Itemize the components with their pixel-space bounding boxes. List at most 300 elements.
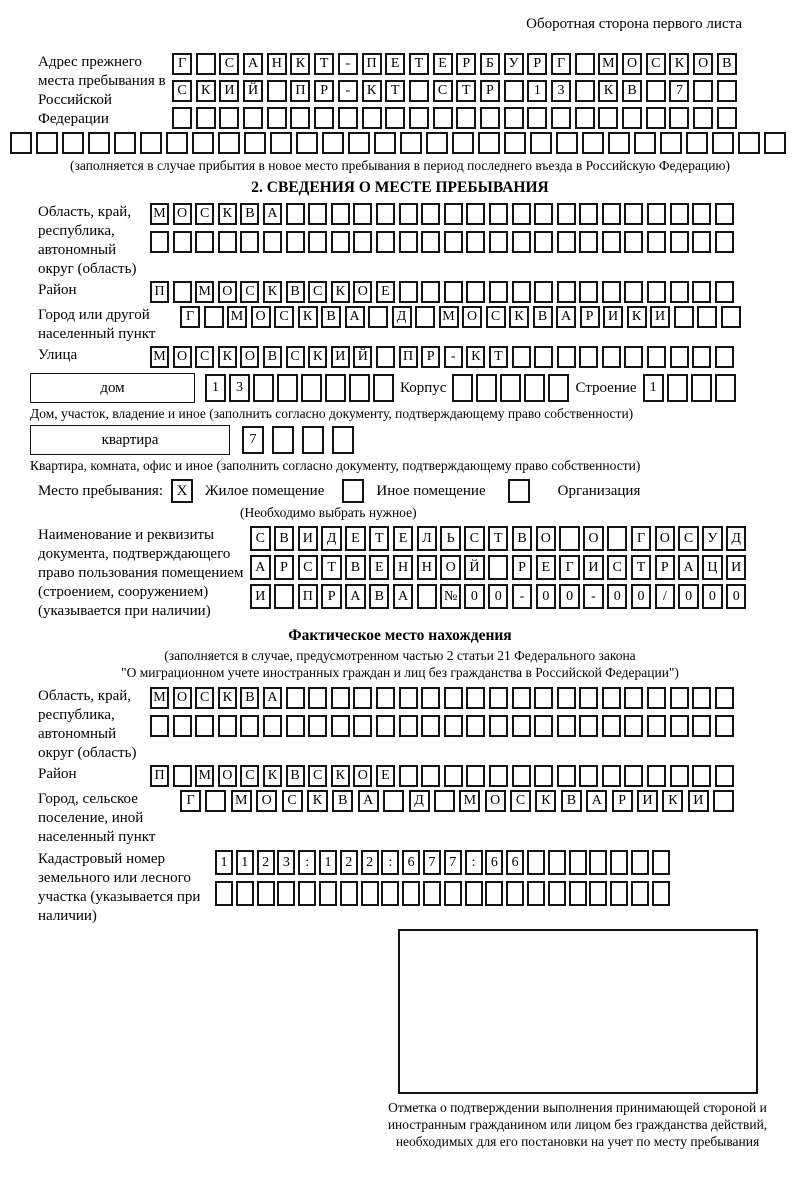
char-cell[interactable]: В: [533, 306, 553, 328]
char-cell[interactable]: С: [172, 80, 192, 102]
char-cell[interactable]: [376, 203, 395, 225]
char-cell[interactable]: [376, 346, 395, 368]
char-cell[interactable]: 2: [361, 850, 379, 875]
char-cell[interactable]: [647, 231, 666, 253]
char-cell[interactable]: К: [662, 790, 683, 812]
char-cell[interactable]: И: [688, 790, 709, 812]
char-cell[interactable]: [444, 281, 463, 303]
char-cell[interactable]: [296, 132, 318, 154]
char-cell[interactable]: [376, 715, 395, 737]
char-cell[interactable]: [263, 715, 282, 737]
char-cell[interactable]: С: [433, 80, 453, 102]
char-cell[interactable]: М: [150, 687, 169, 709]
char-cell[interactable]: С: [274, 306, 294, 328]
char-cell[interactable]: Р: [527, 53, 547, 75]
char-cell[interactable]: 7: [669, 80, 689, 102]
char-cell[interactable]: [670, 346, 689, 368]
char-cell[interactable]: [624, 203, 643, 225]
char-cell[interactable]: А: [243, 53, 263, 75]
char-cell[interactable]: [652, 881, 670, 906]
char-cell[interactable]: [196, 53, 216, 75]
char-cell[interactable]: [670, 687, 689, 709]
char-cell[interactable]: [692, 687, 711, 709]
char-cell[interactable]: [409, 107, 429, 129]
char-cell[interactable]: №: [440, 584, 461, 609]
char-cell[interactable]: С: [308, 281, 327, 303]
char-cell[interactable]: 2: [340, 850, 358, 875]
char-cell[interactable]: В: [622, 80, 642, 102]
char-cell[interactable]: Т: [489, 346, 508, 368]
char-cell[interactable]: [444, 715, 463, 737]
char-cell[interactable]: [332, 426, 354, 454]
char-cell[interactable]: [579, 281, 598, 303]
char-cell[interactable]: [173, 281, 192, 303]
char-cell[interactable]: [286, 687, 305, 709]
char-cell[interactable]: [717, 80, 737, 102]
char-cell[interactable]: [548, 374, 569, 402]
char-cell[interactable]: [338, 107, 358, 129]
char-cell[interactable]: [444, 765, 463, 787]
char-cell[interactable]: О: [353, 281, 372, 303]
char-cell[interactable]: М: [231, 790, 252, 812]
char-cell[interactable]: [192, 132, 214, 154]
char-cell[interactable]: О: [462, 306, 482, 328]
char-cell[interactable]: М: [227, 306, 247, 328]
char-cell[interactable]: [195, 715, 214, 737]
char-cell[interactable]: К: [331, 765, 350, 787]
char-cell[interactable]: Т: [385, 80, 405, 102]
char-cell[interactable]: [36, 132, 58, 154]
char-cell[interactable]: [349, 374, 370, 402]
char-cell[interactable]: [489, 231, 508, 253]
char-cell[interactable]: [353, 203, 372, 225]
char-cell[interactable]: Б: [480, 53, 500, 75]
char-cell[interactable]: [166, 132, 188, 154]
char-cell[interactable]: [551, 107, 571, 129]
char-cell[interactable]: К: [598, 80, 618, 102]
char-cell[interactable]: [607, 526, 628, 551]
char-cell[interactable]: [286, 715, 305, 737]
char-cell[interactable]: [646, 80, 666, 102]
checkbox-other-premises[interactable]: [342, 479, 364, 503]
char-cell[interactable]: А: [393, 584, 414, 609]
char-cell[interactable]: Е: [536, 555, 557, 580]
char-cell[interactable]: [218, 231, 237, 253]
char-cell[interactable]: [444, 231, 463, 253]
char-cell[interactable]: [548, 850, 566, 875]
char-cell[interactable]: О: [440, 555, 461, 580]
char-cell[interactable]: [738, 132, 760, 154]
char-cell[interactable]: [647, 203, 666, 225]
char-cell[interactable]: [534, 687, 553, 709]
char-cell[interactable]: Д: [726, 526, 747, 551]
char-cell[interactable]: [764, 132, 786, 154]
char-cell[interactable]: -: [338, 53, 358, 75]
char-cell[interactable]: [579, 346, 598, 368]
char-cell[interactable]: С: [464, 526, 485, 551]
char-cell[interactable]: [10, 132, 32, 154]
char-cell[interactable]: Й: [464, 555, 485, 580]
char-cell[interactable]: С: [240, 765, 259, 787]
char-cell[interactable]: [670, 715, 689, 737]
char-cell[interactable]: [589, 881, 607, 906]
char-cell[interactable]: М: [459, 790, 480, 812]
char-cell[interactable]: [512, 281, 531, 303]
char-cell[interactable]: :: [465, 850, 483, 875]
char-cell[interactable]: [589, 850, 607, 875]
char-cell[interactable]: [373, 374, 394, 402]
char-cell[interactable]: [489, 765, 508, 787]
char-cell[interactable]: [548, 881, 566, 906]
char-cell[interactable]: [534, 231, 553, 253]
char-cell[interactable]: [712, 132, 734, 154]
char-cell[interactable]: [466, 203, 485, 225]
char-cell[interactable]: [557, 281, 576, 303]
char-cell[interactable]: В: [240, 687, 259, 709]
char-cell[interactable]: [466, 687, 485, 709]
char-cell[interactable]: Г: [180, 790, 201, 812]
char-cell[interactable]: [267, 80, 287, 102]
char-cell[interactable]: [598, 107, 618, 129]
char-cell[interactable]: [686, 132, 708, 154]
char-cell[interactable]: [634, 132, 656, 154]
char-cell[interactable]: [348, 132, 370, 154]
char-cell[interactable]: [274, 584, 295, 609]
char-cell[interactable]: [660, 132, 682, 154]
char-cell[interactable]: О: [173, 687, 192, 709]
char-cell[interactable]: [512, 203, 531, 225]
char-cell[interactable]: [557, 203, 576, 225]
char-cell[interactable]: [308, 715, 327, 737]
char-cell[interactable]: А: [250, 555, 271, 580]
char-cell[interactable]: [624, 765, 643, 787]
char-cell[interactable]: 6: [485, 850, 503, 875]
char-cell[interactable]: [575, 80, 595, 102]
char-cell[interactable]: А: [263, 203, 282, 225]
char-cell[interactable]: [534, 346, 553, 368]
char-cell[interactable]: [353, 231, 372, 253]
char-cell[interactable]: [646, 107, 666, 129]
char-cell[interactable]: [647, 715, 666, 737]
char-cell[interactable]: [557, 765, 576, 787]
char-cell[interactable]: Й: [243, 80, 263, 102]
char-cell[interactable]: [721, 306, 741, 328]
char-cell[interactable]: [402, 881, 420, 906]
char-cell[interactable]: Е: [369, 555, 390, 580]
char-cell[interactable]: [204, 306, 224, 328]
char-cell[interactable]: В: [512, 526, 533, 551]
char-cell[interactable]: [308, 687, 327, 709]
char-cell[interactable]: [512, 765, 531, 787]
char-cell[interactable]: [624, 346, 643, 368]
char-cell[interactable]: 7: [423, 850, 441, 875]
char-cell[interactable]: [195, 231, 214, 253]
char-cell[interactable]: 0: [726, 584, 747, 609]
char-cell[interactable]: Г: [172, 53, 192, 75]
char-cell[interactable]: В: [240, 203, 259, 225]
char-cell[interactable]: [399, 765, 418, 787]
char-cell[interactable]: [506, 881, 524, 906]
char-cell[interactable]: К: [627, 306, 647, 328]
char-cell[interactable]: И: [637, 790, 658, 812]
char-cell[interactable]: Г: [559, 555, 580, 580]
char-cell[interactable]: К: [362, 80, 382, 102]
char-cell[interactable]: П: [399, 346, 418, 368]
char-cell[interactable]: [602, 765, 621, 787]
char-cell[interactable]: [527, 850, 545, 875]
char-cell[interactable]: [399, 687, 418, 709]
char-cell[interactable]: [421, 203, 440, 225]
char-cell[interactable]: [444, 687, 463, 709]
char-cell[interactable]: [466, 715, 485, 737]
char-cell[interactable]: [196, 107, 216, 129]
char-cell[interactable]: [399, 715, 418, 737]
char-cell[interactable]: [670, 765, 689, 787]
char-cell[interactable]: С: [219, 53, 239, 75]
char-cell[interactable]: [602, 231, 621, 253]
char-cell[interactable]: [444, 881, 462, 906]
char-cell[interactable]: [579, 231, 598, 253]
char-cell[interactable]: [376, 687, 395, 709]
char-cell[interactable]: [602, 715, 621, 737]
char-cell[interactable]: [314, 107, 334, 129]
char-cell[interactable]: -: [512, 584, 533, 609]
char-cell[interactable]: [534, 203, 553, 225]
char-cell[interactable]: -: [444, 346, 463, 368]
char-cell[interactable]: 0: [536, 584, 557, 609]
char-cell[interactable]: [286, 231, 305, 253]
char-cell[interactable]: [512, 687, 531, 709]
char-cell[interactable]: Н: [393, 555, 414, 580]
char-cell[interactable]: Д: [392, 306, 412, 328]
char-cell[interactable]: В: [286, 765, 305, 787]
char-cell[interactable]: 3: [551, 80, 571, 102]
char-cell[interactable]: [569, 881, 587, 906]
char-cell[interactable]: Р: [314, 80, 334, 102]
char-cell[interactable]: А: [263, 687, 282, 709]
char-cell[interactable]: И: [583, 555, 604, 580]
char-cell[interactable]: [218, 132, 240, 154]
char-cell[interactable]: М: [195, 281, 214, 303]
char-cell[interactable]: [622, 107, 642, 129]
char-cell[interactable]: И: [331, 346, 350, 368]
char-cell[interactable]: Д: [409, 790, 430, 812]
char-cell[interactable]: [692, 346, 711, 368]
char-cell[interactable]: [385, 107, 405, 129]
char-cell[interactable]: К: [298, 306, 318, 328]
char-cell[interactable]: [602, 203, 621, 225]
char-cell[interactable]: [692, 765, 711, 787]
char-cell[interactable]: [692, 231, 711, 253]
char-cell[interactable]: [512, 231, 531, 253]
char-cell[interactable]: [433, 107, 453, 129]
char-cell[interactable]: 0: [559, 584, 580, 609]
char-cell[interactable]: [374, 132, 396, 154]
char-cell[interactable]: [277, 881, 295, 906]
char-cell[interactable]: [512, 346, 531, 368]
char-cell[interactable]: С: [510, 790, 531, 812]
char-cell[interactable]: Р: [580, 306, 600, 328]
char-cell[interactable]: :: [381, 850, 399, 875]
char-cell[interactable]: [557, 346, 576, 368]
char-cell[interactable]: [466, 231, 485, 253]
char-cell[interactable]: [353, 687, 372, 709]
char-cell[interactable]: Р: [612, 790, 633, 812]
char-cell[interactable]: [368, 306, 388, 328]
char-cell[interactable]: [331, 203, 350, 225]
char-cell[interactable]: [504, 80, 524, 102]
char-cell[interactable]: [415, 306, 435, 328]
char-cell[interactable]: А: [345, 306, 365, 328]
char-cell[interactable]: [240, 231, 259, 253]
char-cell[interactable]: А: [556, 306, 576, 328]
char-cell[interactable]: О: [693, 53, 713, 75]
char-cell[interactable]: [582, 132, 604, 154]
char-cell[interactable]: [480, 107, 500, 129]
char-cell[interactable]: [647, 281, 666, 303]
char-cell[interactable]: [173, 231, 192, 253]
char-cell[interactable]: О: [240, 346, 259, 368]
char-cell[interactable]: К: [509, 306, 529, 328]
char-cell[interactable]: К: [290, 53, 310, 75]
char-cell[interactable]: [325, 374, 346, 402]
char-cell[interactable]: [421, 687, 440, 709]
char-cell[interactable]: С: [240, 281, 259, 303]
char-cell[interactable]: 0: [702, 584, 723, 609]
char-cell[interactable]: И: [603, 306, 623, 328]
char-cell[interactable]: [409, 80, 429, 102]
char-cell[interactable]: [579, 765, 598, 787]
char-cell[interactable]: [631, 881, 649, 906]
char-cell[interactable]: 6: [506, 850, 524, 875]
char-cell[interactable]: [331, 715, 350, 737]
char-cell[interactable]: А: [586, 790, 607, 812]
char-cell[interactable]: Е: [385, 53, 405, 75]
char-cell[interactable]: [277, 374, 298, 402]
char-cell[interactable]: О: [218, 765, 237, 787]
char-cell[interactable]: В: [274, 526, 295, 551]
char-cell[interactable]: [340, 881, 358, 906]
char-cell[interactable]: Р: [480, 80, 500, 102]
char-cell[interactable]: С: [195, 203, 214, 225]
char-cell[interactable]: [456, 107, 476, 129]
char-cell[interactable]: [476, 374, 497, 402]
char-cell[interactable]: 0: [607, 584, 628, 609]
char-cell[interactable]: К: [218, 346, 237, 368]
char-cell[interactable]: [691, 374, 712, 402]
char-cell[interactable]: [466, 765, 485, 787]
char-cell[interactable]: К: [307, 790, 328, 812]
char-cell[interactable]: [697, 306, 717, 328]
char-cell[interactable]: -: [583, 584, 604, 609]
char-cell[interactable]: М: [598, 53, 618, 75]
char-cell[interactable]: А: [358, 790, 379, 812]
char-cell[interactable]: О: [655, 526, 676, 551]
char-cell[interactable]: [579, 715, 598, 737]
char-cell[interactable]: [381, 881, 399, 906]
char-cell[interactable]: 1: [215, 850, 233, 875]
char-cell[interactable]: [399, 203, 418, 225]
char-cell[interactable]: [489, 203, 508, 225]
char-cell[interactable]: [713, 790, 734, 812]
char-cell[interactable]: :: [298, 850, 316, 875]
char-cell[interactable]: [452, 132, 474, 154]
char-cell[interactable]: [361, 881, 379, 906]
char-cell[interactable]: 0: [678, 584, 699, 609]
char-cell[interactable]: [693, 80, 713, 102]
char-cell[interactable]: 7: [242, 426, 264, 454]
char-cell[interactable]: [399, 231, 418, 253]
char-cell[interactable]: [205, 790, 226, 812]
char-cell[interactable]: [426, 132, 448, 154]
char-cell[interactable]: [504, 132, 526, 154]
char-cell[interactable]: [610, 850, 628, 875]
char-cell[interactable]: [717, 107, 737, 129]
char-cell[interactable]: [319, 881, 337, 906]
char-cell[interactable]: [421, 231, 440, 253]
char-cell[interactable]: [423, 881, 441, 906]
char-cell[interactable]: [172, 107, 192, 129]
char-cell[interactable]: А: [345, 584, 366, 609]
char-cell[interactable]: [150, 715, 169, 737]
char-cell[interactable]: В: [369, 584, 390, 609]
char-cell[interactable]: В: [561, 790, 582, 812]
char-cell[interactable]: О: [251, 306, 271, 328]
char-cell[interactable]: О: [173, 203, 192, 225]
char-cell[interactable]: И: [298, 526, 319, 551]
char-cell[interactable]: 3: [277, 850, 295, 875]
char-cell[interactable]: [286, 203, 305, 225]
char-cell[interactable]: [608, 132, 630, 154]
char-cell[interactable]: [670, 231, 689, 253]
char-cell[interactable]: К: [466, 346, 485, 368]
char-cell[interactable]: Д: [321, 526, 342, 551]
char-cell[interactable]: Р: [655, 555, 676, 580]
char-cell[interactable]: П: [150, 765, 169, 787]
char-cell[interactable]: [527, 881, 545, 906]
char-cell[interactable]: [715, 374, 736, 402]
char-cell[interactable]: [667, 374, 688, 402]
char-cell[interactable]: [624, 231, 643, 253]
char-cell[interactable]: [62, 132, 84, 154]
char-cell[interactable]: К: [218, 687, 237, 709]
char-cell[interactable]: П: [150, 281, 169, 303]
char-cell[interactable]: [500, 374, 521, 402]
char-cell[interactable]: [559, 526, 580, 551]
char-cell[interactable]: [485, 881, 503, 906]
char-cell[interactable]: Р: [456, 53, 476, 75]
char-cell[interactable]: О: [256, 790, 277, 812]
char-cell[interactable]: [602, 687, 621, 709]
char-cell[interactable]: Г: [631, 526, 652, 551]
char-cell[interactable]: 1: [205, 374, 226, 402]
char-cell[interactable]: [512, 715, 531, 737]
char-cell[interactable]: [488, 555, 509, 580]
char-cell[interactable]: К: [196, 80, 216, 102]
char-cell[interactable]: [534, 715, 553, 737]
char-cell[interactable]: [452, 374, 473, 402]
checkbox-residential[interactable]: X: [171, 479, 193, 503]
char-cell[interactable]: [114, 132, 136, 154]
char-cell[interactable]: [466, 281, 485, 303]
char-cell[interactable]: [140, 132, 162, 154]
char-cell[interactable]: С: [250, 526, 271, 551]
char-cell[interactable]: [240, 715, 259, 737]
char-cell[interactable]: К: [669, 53, 689, 75]
char-cell[interactable]: М: [150, 203, 169, 225]
char-cell[interactable]: [569, 850, 587, 875]
char-cell[interactable]: С: [286, 346, 305, 368]
